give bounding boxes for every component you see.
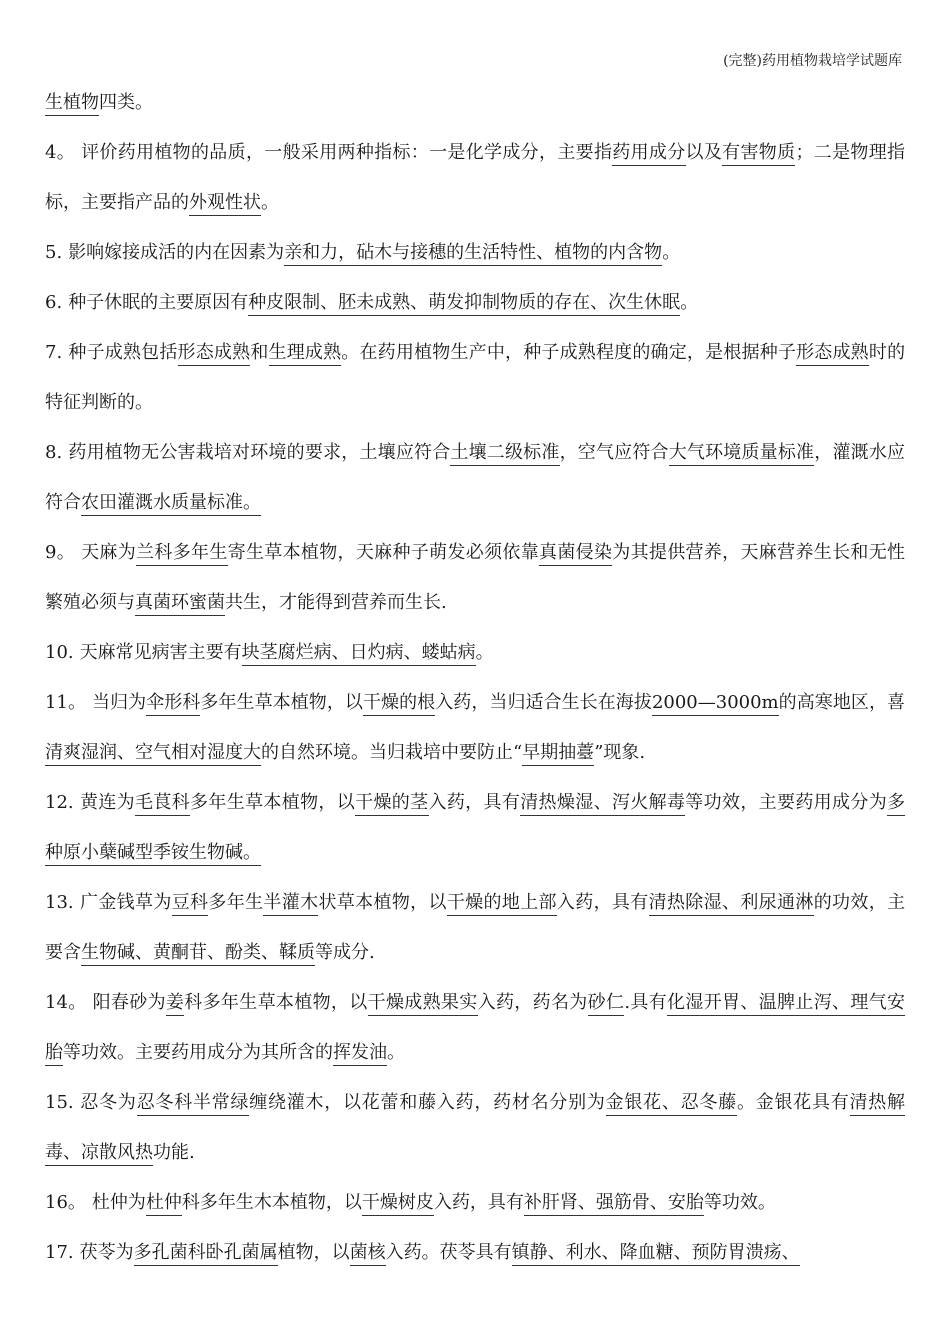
- question-text: ，空气应符合: [559, 442, 669, 463]
- question-number: 7.: [45, 342, 63, 363]
- question-paragraph: [45, 78, 905, 128]
- question-text: 为其提供营养，天麻营养生长和无性繁殖必须与: [45, 542, 906, 613]
- answer-blank: 砂仁: [588, 992, 625, 1016]
- document-body: [45, 78, 905, 1278]
- question-text: 阳春砂为: [92, 992, 166, 1013]
- question-number: 6.: [45, 292, 63, 313]
- answer-blank: 真菌环蜜菌: [135, 592, 225, 616]
- question-text: 入药，药名为: [477, 992, 588, 1013]
- question-number: 13.: [45, 892, 74, 913]
- question-text: 种子休眠的主要原因有: [68, 292, 249, 313]
- question-text: 忍冬为: [79, 1092, 137, 1113]
- question-text: 。: [475, 642, 494, 663]
- question-text: 多年生草本植物，以: [200, 692, 363, 713]
- answer-blank: 大气环境质量标准: [669, 442, 815, 466]
- answer-blank: 外观性状: [189, 192, 261, 216]
- answer-blank: 形态成熟: [796, 342, 869, 366]
- question-text: 入药。茯苓具有: [385, 1242, 512, 1263]
- question-text: 。: [261, 192, 279, 213]
- page-header-title: (完整)药用植物栽培学试题库: [723, 53, 902, 69]
- question-text: 寄生草本植物，天麻种子萌发必须依靠: [227, 542, 540, 563]
- answer-blank: 化湿开胃、温脾止泻、理气安胎: [45, 992, 905, 1066]
- answer-blank: 伞形科: [146, 692, 200, 716]
- question-text: 时的特征判断的。: [45, 342, 906, 413]
- answer-blank: 金银花、忍冬藤: [606, 1092, 737, 1116]
- question-paragraph: [45, 678, 905, 778]
- question-paragraph: [45, 328, 905, 428]
- answer-blank: 姜: [166, 992, 184, 1016]
- answer-blank: 生理成熟: [269, 342, 342, 366]
- answer-blank: 杜仲: [146, 1192, 182, 1216]
- answer-blank: 生物碱、黄酮苷、酚类、鞣质: [81, 942, 315, 966]
- question-number: 16。: [45, 1192, 86, 1213]
- question-text: 共生，才能得到营养而生长.: [225, 592, 447, 613]
- question-number: 14。: [45, 992, 87, 1013]
- answer-blank: 干燥的地上部: [447, 892, 557, 916]
- question-text: 等成分.: [315, 942, 375, 963]
- answer-blank: 干燥成熟果实: [368, 992, 478, 1016]
- question-number: 8.: [45, 442, 63, 463]
- question-text: 杜仲为: [91, 1192, 146, 1213]
- question-paragraph: [45, 128, 905, 228]
- question-text: 影响嫁接成活的内在因素为: [68, 242, 285, 263]
- question-text: 药用植物无公害栽培对环境的要求，土壤应符合: [68, 442, 451, 463]
- question-text: 缠绕灌木，以花蕾和藤入药，药材名分别为: [249, 1092, 606, 1113]
- question-text: 天麻常见病害主要有: [79, 642, 242, 663]
- answer-blank: 干燥的根: [363, 692, 435, 716]
- answer-blank: 真菌侵染: [539, 542, 612, 566]
- answer-blank: 2000—3000m: [652, 692, 779, 716]
- answer-blank: 菌核: [350, 1242, 386, 1266]
- question-number: 17.: [45, 1242, 74, 1263]
- question-text: 。: [680, 292, 699, 313]
- question-text: 当归为: [92, 692, 147, 713]
- question-number: 12.: [45, 792, 74, 813]
- answer-blank: 形态成熟: [178, 342, 251, 366]
- question-text: 多年生: [208, 892, 264, 913]
- answer-blank: 有害物质: [722, 142, 795, 166]
- question-text: .具有: [624, 992, 668, 1013]
- answer-blank: 清热解毒、凉散风热: [45, 1092, 905, 1166]
- answer-blank: 多种原小蘖碱型季铵生物碱。: [45, 792, 905, 866]
- answer-blank: 土壤二级标准: [450, 442, 559, 466]
- answer-blank: 药用成分: [612, 142, 685, 166]
- answer-blank: 农田灌溉水质量标准。: [81, 492, 261, 516]
- answer-blank: 清热燥湿、泻火解毒: [520, 792, 685, 816]
- question-paragraph: [45, 778, 905, 878]
- question-paragraph: [45, 278, 905, 328]
- question-text: 茯苓为: [79, 1242, 134, 1263]
- question-text: 科多年生草本植物，以: [184, 992, 368, 1013]
- question-paragraph: [45, 1228, 905, 1278]
- question-text: 的自然环境。当归栽培中要防止“: [261, 742, 523, 763]
- question-text: 广金钱草为: [79, 892, 172, 913]
- question-text: 种子成熟包括: [68, 342, 178, 363]
- question-text: 天麻为: [81, 542, 137, 563]
- question-text: 以及: [685, 142, 723, 163]
- answer-blank: 兰科: [136, 542, 173, 566]
- question-number: 15.: [45, 1092, 74, 1113]
- question-text: 状草本植物，以: [318, 892, 447, 913]
- answer-blank: 挥发油: [333, 1042, 387, 1066]
- question-paragraph: [45, 228, 905, 278]
- question-text: 等功效。: [703, 1192, 776, 1213]
- question-text: 等功效，主要药用成分为: [685, 792, 888, 813]
- answer-blank: 亲和力，砧木与接穗的生活特性、植物的内含物: [284, 242, 662, 266]
- answer-blank: 毛茛科: [135, 792, 190, 816]
- question-number: 10.: [45, 642, 74, 663]
- answer-blank: 补肝肾、强筋骨、安胎: [524, 1192, 704, 1216]
- question-text: 入药，具有: [556, 892, 649, 913]
- question-paragraph: [45, 628, 905, 678]
- question-number: 5.: [45, 242, 63, 263]
- answer-blank: 生植物: [45, 92, 99, 116]
- question-text: 入药，具有: [433, 1192, 524, 1213]
- question-text: 植物，以: [277, 1242, 350, 1263]
- answer-blank: 忍冬科半常绿: [137, 1092, 250, 1116]
- question-text: 。: [662, 242, 681, 263]
- question-paragraph: [45, 1078, 905, 1178]
- answer-blank: 半灌木: [263, 892, 318, 916]
- question-text: 。: [387, 1042, 405, 1063]
- question-number: 9。: [45, 542, 76, 563]
- question-text: 入药，具有: [428, 792, 521, 813]
- question-text: 的高寒地区，喜: [778, 692, 906, 713]
- question-paragraph: [45, 978, 905, 1078]
- answer-blank: 干燥的茎: [355, 792, 428, 816]
- question-text: ；二是物理指标，主要指产品的: [45, 142, 906, 213]
- question-text: 和: [250, 342, 269, 363]
- question-text: 。金银花具有: [736, 1092, 850, 1113]
- question-text: 四类。: [99, 92, 153, 113]
- question-text: ，灌溉水应符合: [45, 442, 906, 513]
- question-paragraph: [45, 528, 905, 628]
- question-text: 评价药用植物的品质，一般采用两种指标：一是化学成分，主要指: [81, 142, 613, 163]
- answer-blank: 清热除湿、利尿通淋: [649, 892, 814, 916]
- answer-blank: 豆科: [172, 892, 209, 916]
- question-text: 等功效。主要药用成分为其所含的: [63, 1042, 333, 1063]
- answer-blank: 多年生: [173, 542, 228, 566]
- question-paragraph: [45, 428, 905, 528]
- question-text: 黄连为: [79, 792, 136, 813]
- question-text: 的功效，主要含: [45, 892, 906, 963]
- question-text: 入药，当归适合生长在海拔: [435, 692, 652, 713]
- question-number: 4。: [45, 142, 76, 163]
- question-text: 多年生草本植物，以: [190, 792, 356, 813]
- question-paragraph: [45, 1178, 905, 1228]
- answer-blank: 镇静、利水、降血糖、预防胃溃疡、: [512, 1242, 800, 1266]
- answer-blank: 种皮限制、胚未成熟、萌发抑制物质的存在、次生休眠: [248, 292, 680, 316]
- question-number: 11。: [45, 692, 87, 713]
- question-text: 科多年生木本植物，以: [181, 1192, 362, 1213]
- question-text: 。在药用植物生产中，种子成熟程度的确定，是根据种子: [341, 342, 797, 363]
- question-paragraph: [45, 878, 905, 978]
- answer-blank: 干燥树皮: [362, 1192, 434, 1216]
- answer-blank: 块茎腐烂病、日灼病、蝼蛄病: [242, 642, 476, 666]
- answer-blank: 多孔菌科卧孔菌属: [134, 1242, 278, 1266]
- question-text: 功能.: [153, 1142, 195, 1163]
- question-text: ”现象.: [594, 742, 646, 763]
- answer-blank: 清爽湿润、空气相对湿度大: [45, 742, 261, 766]
- answer-blank: 早期抽薹: [522, 742, 594, 766]
